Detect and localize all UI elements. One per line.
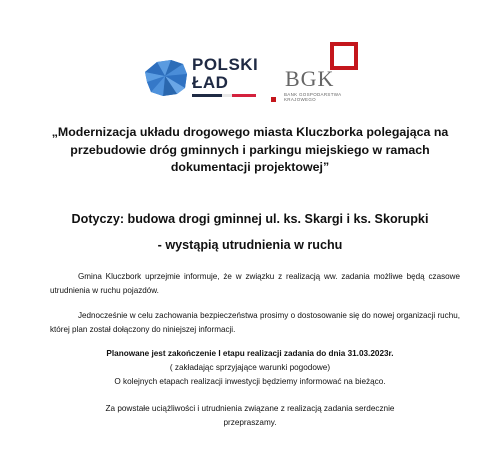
document-title (20, 124, 480, 177)
apology-line-2: przepraszamy. (223, 418, 277, 427)
bgk-subtitle-line: BANK GOSPODARSTWA (284, 92, 342, 97)
bgk-subtitle (284, 92, 341, 102)
weather-note: ( zakładając sprzyjające warunki pogodowe) (169, 363, 331, 372)
paragraph-info (50, 270, 460, 297)
traffic-warning: - wystąpią utrudnienia w ruchu (157, 238, 343, 252)
subject-heading: Dotyczy: budowa drogi gminnej ul. ks. Skargi i ks. Skorupki (71, 212, 429, 226)
bgk-dot (271, 97, 276, 102)
apology-line-1: Za powstałe uciążliwości i utrudnienia związane z realizacją zadania serdecznie (105, 404, 395, 413)
polski-lad-flag-bar (192, 94, 256, 97)
logos-header (0, 38, 500, 108)
next-stages-note: O kolejnych etapach realizacji inwestycji będziemy informować na bieżąco. (114, 377, 386, 386)
title-line: przebudowie dróg gminnych i parkingu miejskiego w ramach (70, 142, 430, 157)
polski-lad-wordmark (192, 56, 258, 92)
bgk-subtitle-line: KRAJOWEGO (284, 97, 316, 102)
title-line: dokumentacji projektowej” (170, 160, 330, 174)
completion-date: Planowane jest zakończenie I etapu realizacji zadania do dnia 31.03.2023r. (106, 349, 394, 358)
paragraph-safety-text: Jednocześnie w celu zachowania bezpieczeństwa prosimy o dostosowanie się do nowej organizacji ruchu, której plan został dołączony do niniejszej informacji. (50, 311, 460, 334)
paragraph-info-text: Gmina Kluczbork uprzejmie informuje, że w związku z realizacją ww. zadania możliwe będą czasowe utrudnienia w ruchu pojazdów. (50, 272, 460, 295)
title-line: „Modernizacja układu drogowego miasta Kluczborka polegająca na (51, 125, 449, 139)
poland-map-icon (143, 58, 189, 98)
paragraph-safety (50, 309, 460, 336)
polski-lad-line1: POLSKI (192, 55, 259, 74)
bgk-wordmark: BGK (285, 66, 335, 91)
polski-lad-line2: ŁAD (192, 73, 229, 92)
